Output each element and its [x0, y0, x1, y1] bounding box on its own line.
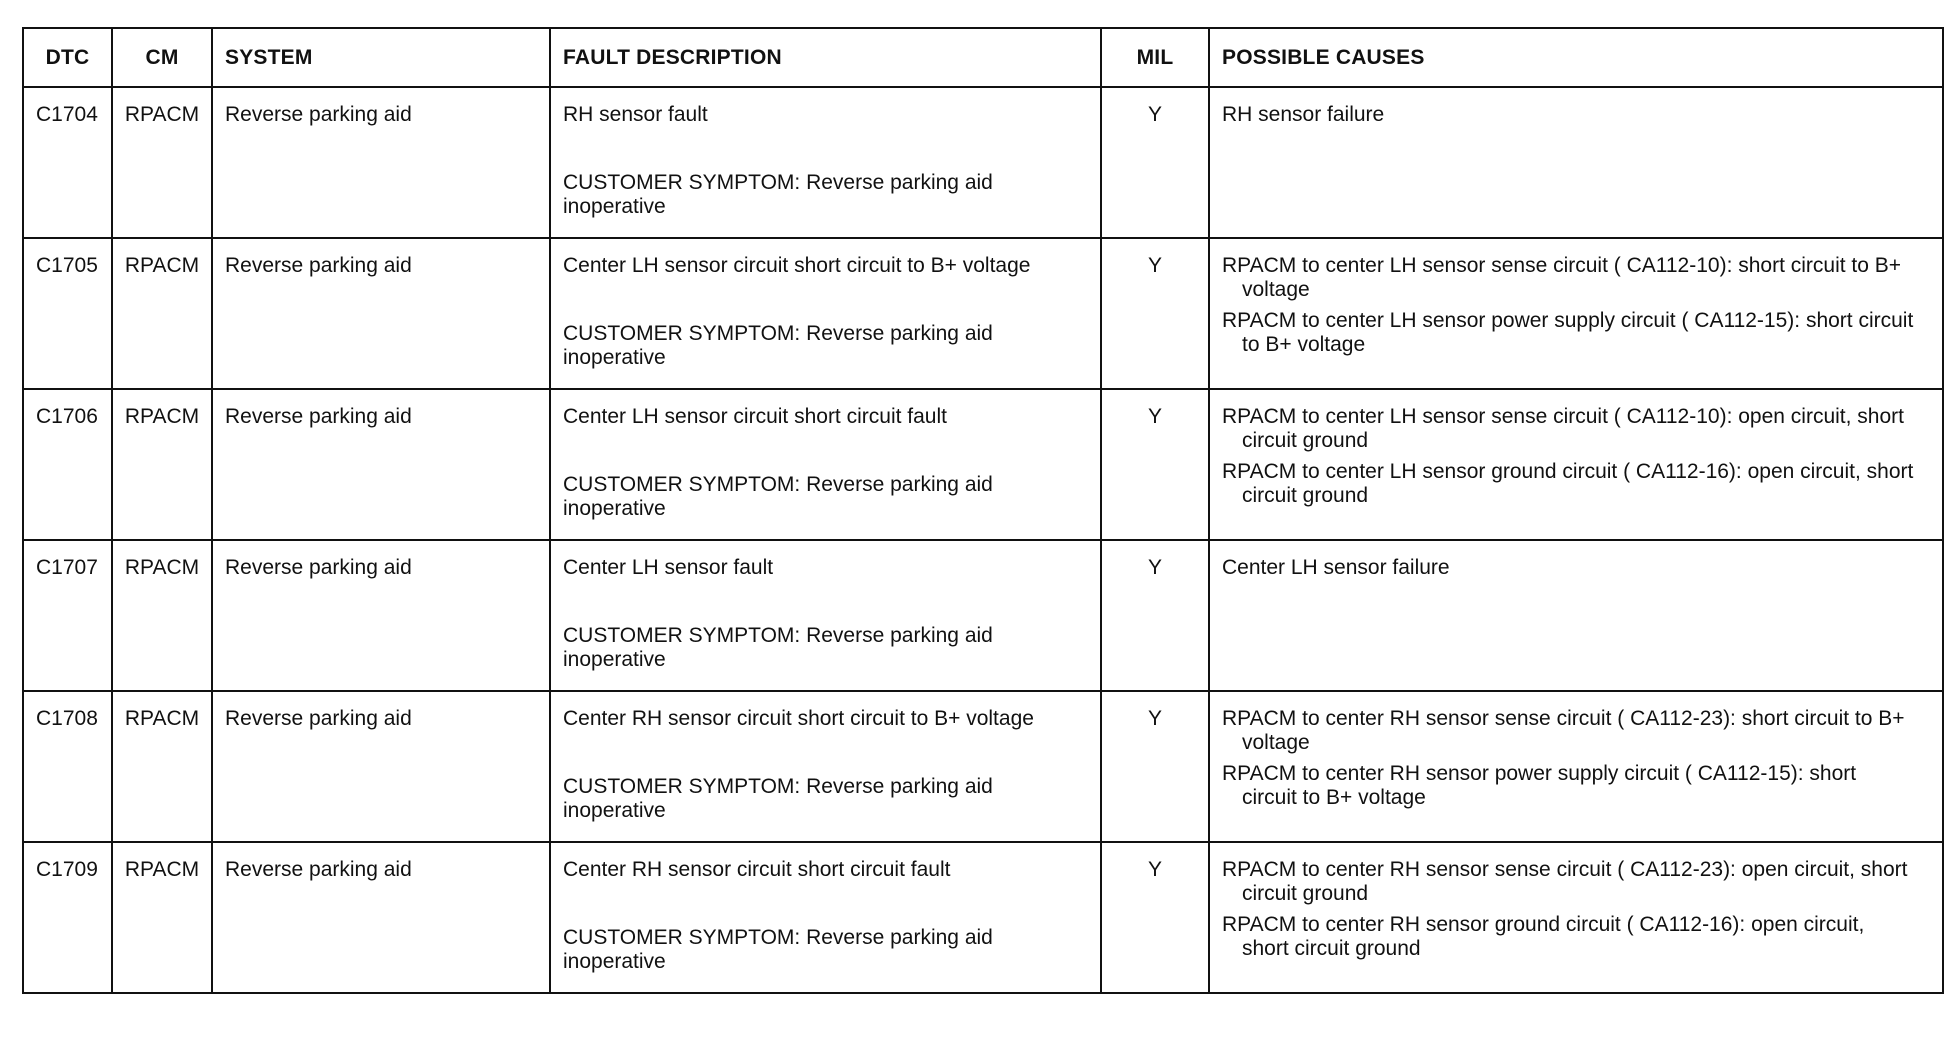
control-module-cell: [112, 540, 212, 691]
possible-causes: [1210, 88, 1942, 127]
fault-text: Center RH sensor circuit short circuit fault: [563, 858, 951, 881]
table-header: [23, 28, 1943, 87]
customer-symptom: CUSTOMER SYMPTOM: Reverse parking aid inoperative: [563, 322, 993, 369]
fault-text: Center LH sensor fault: [563, 556, 774, 579]
fault-description: [551, 390, 1100, 521]
system-name: Reverse parking aid: [225, 858, 412, 881]
fault-description: [551, 541, 1100, 672]
fault-description: [551, 692, 1100, 823]
possible-causes: [1210, 390, 1942, 508]
fault-text: Center LH sensor circuit short circuit fault: [563, 405, 947, 428]
system-name-cell: [212, 389, 550, 540]
cause-item: RH sensor failure: [1222, 103, 1385, 126]
mil-indicator-cell: [1101, 842, 1209, 993]
mil-indicator: Y: [1147, 103, 1162, 126]
control-module: RPACM: [124, 858, 200, 881]
possible-causes-cell: [1209, 389, 1943, 540]
control-module-cell: [112, 87, 212, 238]
possible-causes: [1210, 692, 1942, 810]
control-module: RPACM: [124, 405, 200, 428]
dtc-code: C1706: [36, 405, 98, 428]
system-name: Reverse parking aid: [225, 405, 412, 428]
header-possible-causes: POSSIBLE CAUSES: [1209, 28, 1943, 87]
cause-item: RPACM to center LH sensor sense circuit ( CA112-10): open circuit, short circuit ground: [1222, 405, 1904, 452]
control-module-cell: [112, 238, 212, 389]
system-name-cell: [212, 87, 550, 238]
system-name-cell: [212, 540, 550, 691]
fault-text: Center LH sensor circuit short circuit to B+ voltage: [563, 254, 1031, 277]
cause-item: RPACM to center LH sensor ground circuit ( CA112-16): open circuit, short circuit ground: [1222, 460, 1914, 507]
dtc-code-cell: [23, 238, 112, 389]
cause-item: RPACM to center RH sensor ground circuit ( CA112-16): open circuit, short circuit ground: [1222, 913, 1865, 960]
cause-item: RPACM to center RH sensor sense circuit ( CA112-23): short circuit to B+ voltage: [1222, 707, 1905, 754]
system-name: Reverse parking aid: [225, 707, 412, 730]
table-row: [23, 540, 1943, 691]
dtc-code: C1705: [36, 254, 98, 277]
dtc-code: C1709: [36, 858, 98, 881]
possible-causes-cell: [1209, 842, 1943, 993]
mil-indicator: Y: [1147, 254, 1162, 277]
possible-causes-cell: [1209, 691, 1943, 842]
mil-indicator-cell: [1101, 540, 1209, 691]
cause-item: RPACM to center RH sensor sense circuit ( CA112-23): open circuit, short circuit ground: [1222, 858, 1908, 905]
table-row: [23, 87, 1943, 238]
dtc-code-cell: [23, 389, 112, 540]
header-row: [23, 28, 1943, 87]
mil-indicator: Y: [1147, 707, 1162, 730]
header-fault-description: FAULT DESCRIPTION: [550, 28, 1101, 87]
system-name: Reverse parking aid: [225, 254, 412, 277]
control-module-cell: [112, 842, 212, 993]
cause-item: RPACM to center RH sensor power supply circuit ( CA112-15): short circuit to B+ voltage: [1222, 762, 1857, 809]
customer-symptom: CUSTOMER SYMPTOM: Reverse parking aid inoperative: [563, 624, 993, 671]
mil-indicator-cell: [1101, 691, 1209, 842]
fault-description-cell: [550, 238, 1101, 389]
fault-text: RH sensor fault: [563, 103, 708, 126]
fault-text: Center RH sensor circuit short circuit to B+ voltage: [563, 707, 1034, 730]
customer-symptom: CUSTOMER SYMPTOM: Reverse parking aid inoperative: [563, 171, 993, 218]
customer-symptom: CUSTOMER SYMPTOM: Reverse parking aid inoperative: [563, 473, 993, 520]
fault-description: [551, 843, 1100, 974]
system-name-cell: [212, 691, 550, 842]
mil-indicator: Y: [1147, 405, 1162, 428]
possible-causes: [1210, 541, 1942, 580]
customer-symptom: CUSTOMER SYMPTOM: Reverse parking aid inoperative: [563, 926, 993, 973]
mil-indicator-cell: [1101, 389, 1209, 540]
control-module: RPACM: [124, 707, 200, 730]
system-name: Reverse parking aid: [225, 556, 412, 579]
dtc-code-cell: [23, 842, 112, 993]
fault-description: [551, 88, 1100, 219]
fault-description-cell: [550, 540, 1101, 691]
possible-causes-cell: [1209, 87, 1943, 238]
fault-description-cell: [550, 87, 1101, 238]
control-module: RPACM: [124, 103, 200, 126]
possible-causes-cell: [1209, 238, 1943, 389]
control-module: RPACM: [124, 556, 200, 579]
table-body: [23, 87, 1943, 993]
possible-causes-cell: [1209, 540, 1943, 691]
system-name-cell: [212, 842, 550, 993]
mil-indicator-cell: [1101, 238, 1209, 389]
mil-indicator: Y: [1147, 556, 1162, 579]
dtc-table: [22, 27, 1944, 994]
possible-causes: [1210, 239, 1942, 357]
mil-indicator-cell: [1101, 87, 1209, 238]
header-mil: MIL: [1101, 28, 1209, 87]
customer-symptom: CUSTOMER SYMPTOM: Reverse parking aid inoperative: [563, 775, 993, 822]
dtc-code-cell: [23, 540, 112, 691]
control-module-cell: [112, 691, 212, 842]
system-name-cell: [212, 238, 550, 389]
fault-description-cell: [550, 389, 1101, 540]
cause-item: Center LH sensor failure: [1222, 556, 1450, 579]
header-cm: CM: [112, 28, 212, 87]
dtc-code: C1708: [36, 707, 98, 730]
mil-indicator: Y: [1147, 858, 1162, 881]
dtc-code: C1704: [36, 103, 98, 126]
header-dtc: DTC: [23, 28, 112, 87]
dtc-code-cell: [23, 87, 112, 238]
system-name: Reverse parking aid: [225, 103, 412, 126]
dtc-code-cell: [23, 691, 112, 842]
possible-causes: [1210, 843, 1942, 961]
fault-description-cell: [550, 691, 1101, 842]
fault-description: [551, 239, 1100, 370]
table-row: [23, 238, 1943, 389]
table-row: [23, 691, 1943, 842]
fault-description-cell: [550, 842, 1101, 993]
cause-item: RPACM to center LH sensor power supply circuit ( CA112-15): short circuit to B+ voltage: [1222, 309, 1914, 356]
header-system: SYSTEM: [212, 28, 550, 87]
table-row: [23, 389, 1943, 540]
table-row: [23, 842, 1943, 993]
control-module-cell: [112, 389, 212, 540]
control-module: RPACM: [124, 254, 200, 277]
dtc-code: C1707: [36, 556, 98, 579]
cause-item: RPACM to center LH sensor sense circuit ( CA112-10): short circuit to B+ voltage: [1222, 254, 1902, 301]
